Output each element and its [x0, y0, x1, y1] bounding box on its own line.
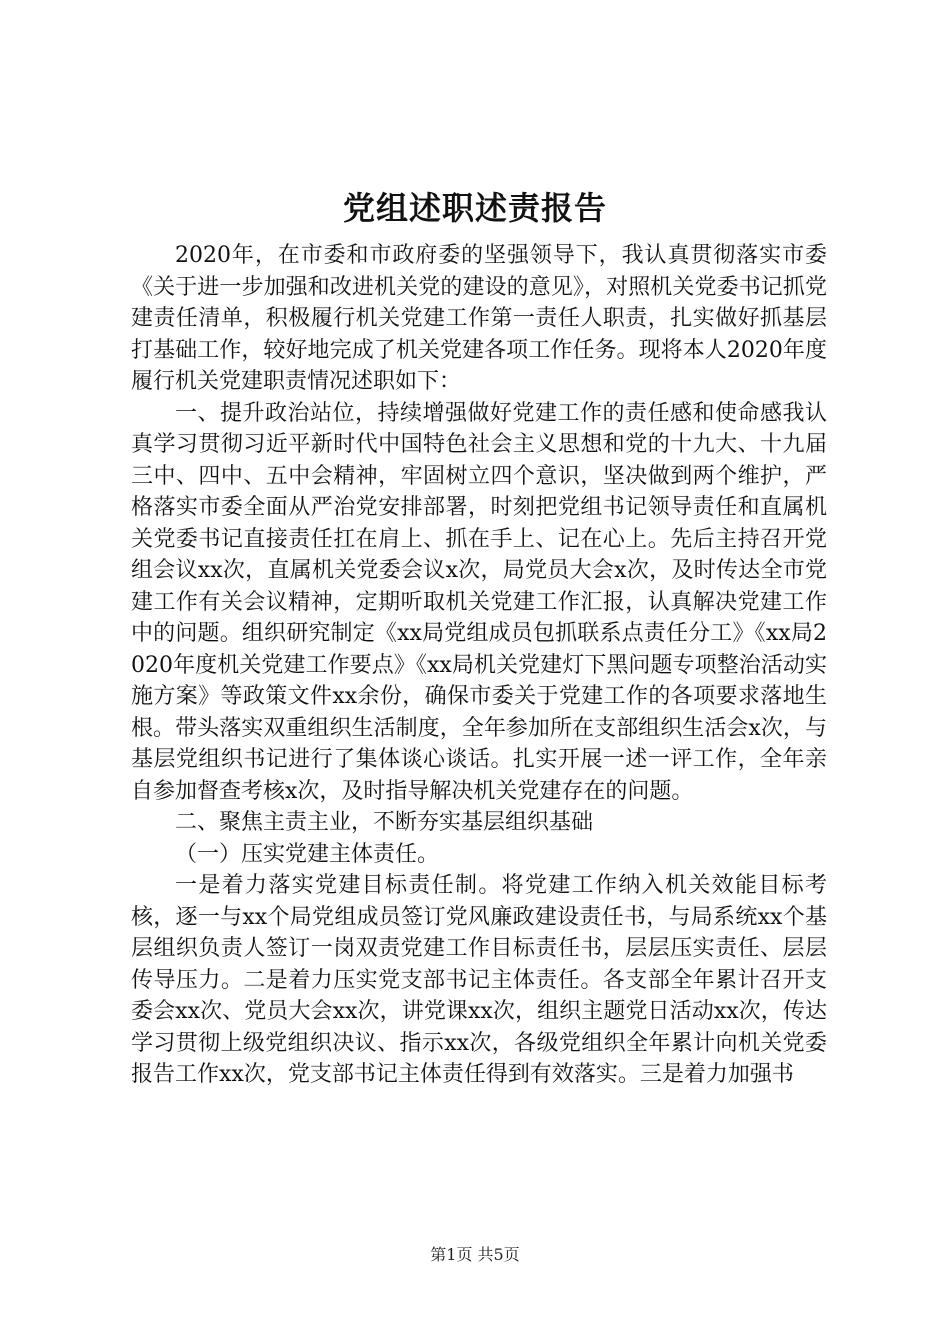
paragraph-subsection-1: 一是着力落实党建目标责任制。将党建工作纳入机关效能目标考核，逐一与xx个局党组成员签订党风廉政建设责任书，与局系统xx个基层组织负责人签订一岗双责党建工作目标责任书，层层压实责任、层层传导压力。二是着力压实党支部书记主体责任。各支部全年累计召开支委会xx次、党员大会xx次，讲党课xx次，组织主题党日活动xx次，传达学习贯彻上级党组织决议、指示xx次，各级党组织全年累计向机关党委报告工作xx次，党支部书记主体责任得到有效落实。三是着力加强书 [131, 873, 827, 1087]
page-footer: 第1页 共5页 [430, 1245, 520, 1264]
section-heading-2: 二、聚焦主责主业，不断夯实基层组织基础 [175, 810, 594, 835]
document-body [131, 240, 827, 1091]
document-title: 党组述职述责报告 [342, 189, 607, 227]
paragraph-intro: 2020年，在市委和市政府委的坚强领导下，我认真贯彻落实市委《关于进一步加强和改进机关党的建设的意见》，对照机关党委书记抓党建责任清单，积极履行机关党建工作第一责任人职责，扎实做好抓基层打基础工作，较好地完成了机关党建各项工作任务。现将本人2020年度履行机关党建职责情况述职如下： [131, 243, 827, 394]
subsection-heading-1: （一）压实党建主体责任。 [175, 841, 440, 867]
paragraph-section-1: 一、提升政治站位，持续增强做好党建工作的责任感和使命感我认真学习贯彻习近平新时代中国特色社会主义思想和党的十九大、十九届三中、四中、五中会精神，牢固树立四个意识，坚决做到两个维护，严格落实市委全面从严治党安排部署，时刻把党组书记领导责任和直属机关党委书记直接责任扛在肩上、抓在手上、记在心上。先后主持召开党组会议xx次，直属机关党委会议x次，局党员大会x次，及时传达全市党建工作有关会议精神，定期听取机关党建工作汇报，认真解决党建工作中的问题。组织研究制定《xx局党组成员包抓联系点责任分工》《xx局2020年度机关党建工作要点》《xx局机关党建灯下黑问题专项整治活动实施方案》等政策文件xx余份，确保市委关于党建工作的各项要求落地生根。带头落实双重组织生活制度，全年参加所在支部组织生活会x次，与基层党组织书记进行了集体谈心谈话。扎实开展一述一评工作，全年亲自参加督查考核x次，及时指导解决机关党建存在的问题。 [131, 400, 827, 804]
